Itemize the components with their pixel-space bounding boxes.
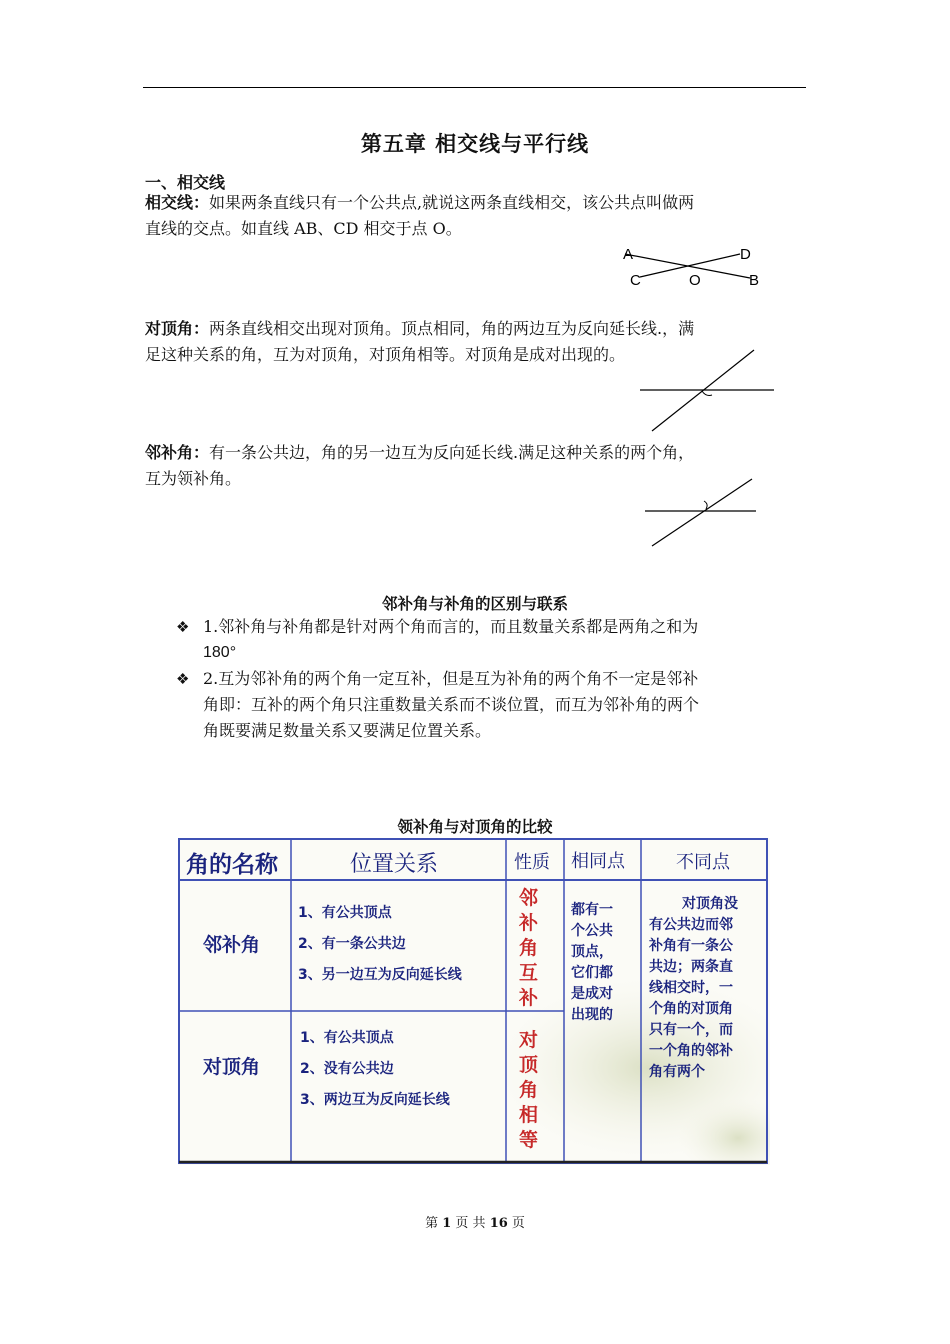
section-heading: 一、相交线 [145, 173, 226, 192]
vertical-text-1: 两条直线相交出现对顶角。顶点相同，角的两边互为反向延长线.，满 [209, 319, 695, 338]
row-vertical-name: 对顶角 [203, 1056, 261, 1078]
bullet-item-2 [203, 666, 808, 744]
vertical-label: 对顶角： [145, 319, 210, 338]
header-position: 位置关系 [350, 852, 439, 877]
label-c: C [630, 272, 641, 289]
bullet-2-line-2: 角即：互补的两个角只注重数量关系而不谈位置，而互为邻补角的两个 [203, 695, 700, 714]
chapter-title: 第五章 相交线与平行线 [360, 132, 590, 156]
header-common: 相同点 [571, 851, 625, 872]
angle-arc [702, 391, 712, 396]
common-points: 都有一 个公共 顶点， 它们都 是成对 出现的 [571, 902, 613, 1023]
row-adjacent-name: 邻补角 [203, 934, 261, 956]
difference-points: 对顶角没 有公共边而邻 补角有一条公 共边；两条直 线相交时，一 个角的对顶角 只有一个，而 一个角的邻补 角有两个 [649, 896, 738, 1080]
table-title: 领补角与对顶角的比较 [397, 818, 553, 836]
label-d: D [740, 246, 751, 263]
intersect-text-1: 如果两条直线只有一个公共点,就说这两条直线相交，该公共点叫做两 [209, 193, 695, 212]
adjacent-label: 邻补角： [145, 443, 210, 462]
intersecting-lines-figure [610, 240, 770, 290]
intersect-paragraph [145, 190, 810, 242]
bullet-item-1 [203, 614, 808, 666]
label-o: O [689, 272, 701, 289]
label-a: A [623, 246, 634, 263]
page-number: 1 [442, 1216, 452, 1231]
row-vertical-property: 对 顶 角 相 等 [519, 1029, 539, 1151]
header-property: 性质 [514, 852, 550, 873]
bullet-1-line-1: 1.邻补角与补角都是针对两个角而言的，而且数量关系都是两角之和为 [203, 617, 699, 636]
header-name: 角的名称 [186, 852, 278, 878]
bullet-2-line-3: 角既要满足数量关系又要满足位置关系。 [203, 721, 492, 740]
label-b: B [749, 272, 760, 289]
vertical-angle-figure [636, 345, 781, 435]
row-adjacent-property: 邻 补 角 互 补 [519, 887, 539, 1009]
vertical-text-2: 足这种关系的角，互为对顶角，对顶角相等。对顶角是成对出现的。 [145, 345, 626, 364]
slanted-line [652, 479, 752, 546]
comparison-table [178, 838, 770, 1165]
angle-arc [704, 501, 707, 509]
row-vertical-position: 1、有公共顶点 2、没有公共边 3、两边互为反向延长线 [300, 1030, 450, 1108]
intersect-label: 相交线： [145, 193, 210, 212]
header-difference: 不同点 [676, 852, 730, 873]
bullet-icon: ❖ [176, 670, 190, 688]
header-rule [143, 87, 806, 88]
page-footer: 第 1 页 共 16 页 [425, 1216, 525, 1231]
adjacent-text-2: 互为领补角。 [145, 469, 242, 488]
bullet-icon: ❖ [176, 618, 190, 636]
adjacent-angle-figure [640, 475, 765, 550]
total-pages: 16 [489, 1216, 508, 1231]
row-adjacent-position: 1、有公共顶点 2、有一条公共边 3、另一边互为反向延长线 [298, 905, 462, 983]
difference-title: 邻补角与补角的区别与联系 [381, 595, 568, 613]
adjacent-text-1: 有一条公共边，角的另一边互为反向延长线.满足这种关系的两个角， [209, 443, 695, 462]
bullet-2-line-1: 2.互为邻补角的两个角一定互补，但是互为补角的两个角不一定是邻补 [203, 669, 699, 688]
intersect-text-2: 直线的交点。如直线 AB、CD 相交于点 O。 [145, 219, 462, 238]
bullet-1-line-2: 180° [203, 644, 237, 661]
